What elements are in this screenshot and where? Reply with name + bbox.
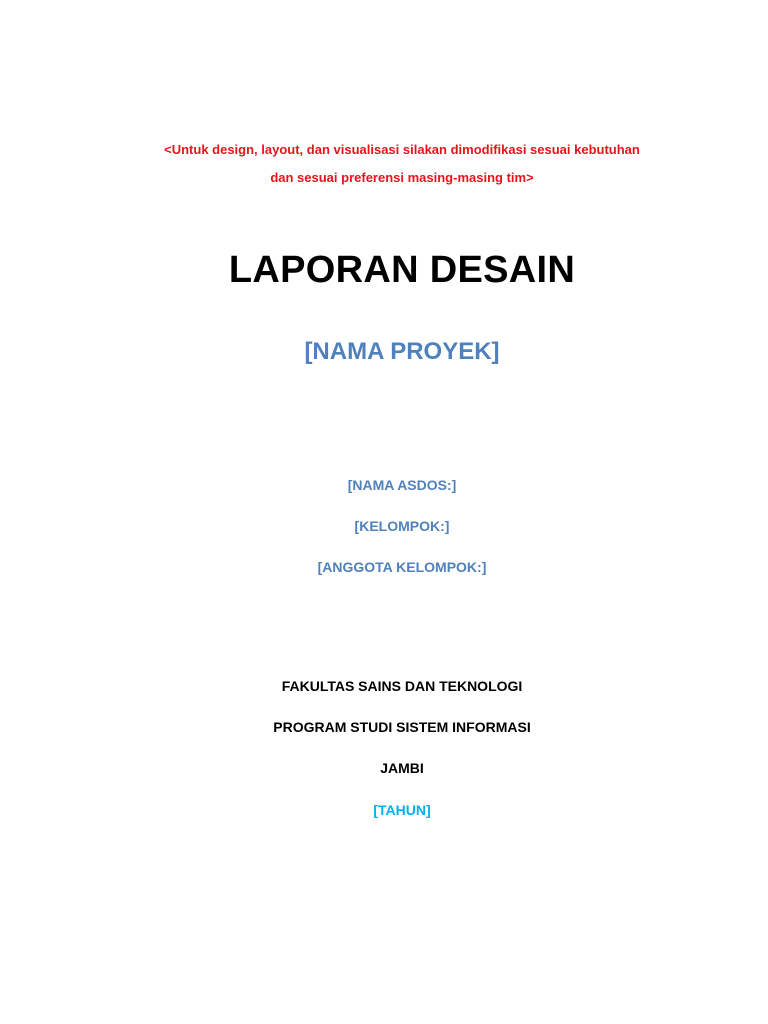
- study-program-name: PROGRAM STUDI SISTEM INFORMASI: [273, 719, 531, 735]
- faculty-name: FAKULTAS SAINS DAN TEKNOLOGI: [281, 678, 523, 694]
- template-note-line-1: <Untuk design, layout, dan visualisasi silakan dimodifikasi sesuai kebutuhan: [164, 142, 640, 157]
- project-name-placeholder: [NAMA PROYEK]: [304, 338, 500, 365]
- year-placeholder: [TAHUN]: [373, 802, 431, 818]
- group-members-placeholder: [ANGGOTA KELOMPOK:]: [317, 559, 487, 575]
- group-placeholder: [KELOMPOK:]: [354, 518, 450, 534]
- template-note-line-2: dan sesuai preferensi masing-masing tim>: [270, 170, 534, 185]
- report-title: LAPORAN DESAIN: [228, 249, 576, 291]
- assistant-name-placeholder: [NAMA ASDOS:]: [347, 477, 457, 493]
- city-name: JAMBI: [380, 760, 424, 776]
